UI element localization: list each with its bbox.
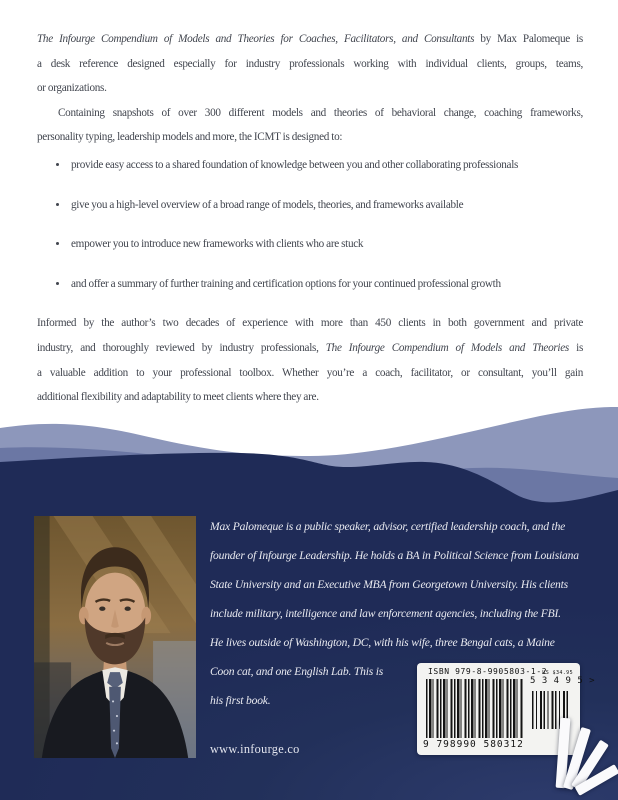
text-line: or organizations. bbox=[37, 82, 107, 95]
website-url: www.infourge.co bbox=[210, 742, 300, 756]
price-label: US $34.95 bbox=[542, 670, 573, 676]
author-photo bbox=[33, 516, 197, 758]
feature-bullet-list bbox=[37, 153, 583, 296]
bullet-item: • empower you to introduce new frameworks with clients who are stuck bbox=[69, 232, 583, 257]
book-title-italic: The Infourge Compendium of Models and Theories for Coaches, Facilitators, and Consultants bbox=[37, 33, 475, 45]
bullet-item: • provide easy access to a shared foundation of knowledge between you and other collaborating professionals bbox=[69, 153, 583, 178]
bio-line: Coon cat, and one English Lab. This is bbox=[210, 665, 384, 678]
bio-line: his first book. bbox=[210, 694, 271, 707]
barcode-bars bbox=[426, 679, 524, 738]
paragraph-contents bbox=[37, 101, 583, 150]
isbn-barcode bbox=[417, 663, 596, 755]
bio-line: include military, intelligence and law enforcement agencies, including the FBI. bbox=[210, 607, 561, 620]
addon-digits: 5 3 4 9 5 > bbox=[530, 676, 596, 686]
bullet-item: • give you a high-level overview of a broad range of models, theories, and frameworks available bbox=[69, 193, 583, 218]
text-span: by Max Palomeque is bbox=[474, 33, 583, 45]
paragraph-intro bbox=[37, 27, 583, 101]
ean-digits: 9 798990 580312 bbox=[423, 739, 524, 750]
book-title-italic: The Infourge Compendium of Models and Theories bbox=[325, 341, 569, 354]
text-line: Informed by the author’s two decades of experience with more than 450 clients in both government and private bbox=[37, 317, 583, 330]
bio-line: State University and an Executive MBA from Georgetown University. His clients bbox=[210, 578, 568, 591]
text-span: is bbox=[568, 341, 584, 354]
text-line: Containing snapshots of over 300 different models and theories of behavioral change, coaching frameworks, bbox=[58, 106, 583, 119]
text-line: additional flexibility and adaptability to meet clients where they are. bbox=[37, 391, 319, 404]
bio-line: He lives outside of Washington, DC, with his wife, three Bengal cats, a Maine bbox=[210, 636, 555, 649]
barcode-addon bbox=[530, 663, 596, 755]
text-line: a valuable addition to your professional toolbox. Whether you’re a coach, facilitator, or consultant, you’ll gain bbox=[37, 366, 583, 379]
text-line bbox=[37, 27, 583, 52]
text-line: personality typing, leadership models and more, the ICMT is designed to: bbox=[37, 131, 343, 144]
bio-line: founder of Infourge Leadership. He holds a BA in Political Science from Louisiana bbox=[210, 549, 579, 562]
text-line: a desk reference designed especially for industry professionals working with individual clients, groups, teams, bbox=[37, 57, 583, 70]
bullet-item: • and offer a summary of further training and certification options for your continued professional growth bbox=[69, 272, 583, 297]
text-line bbox=[37, 336, 583, 361]
isbn-number: ISBN 979-8-9905803-1-2 bbox=[428, 667, 548, 676]
wave-divider-graphic bbox=[0, 395, 618, 515]
synopsis-section bbox=[37, 27, 583, 410]
text-span: industry, and thoroughly reviewed by industry professionals, bbox=[37, 341, 326, 354]
bio-line: Max Palomeque is a public speaker, advisor, certified leadership coach, and the bbox=[210, 520, 566, 533]
